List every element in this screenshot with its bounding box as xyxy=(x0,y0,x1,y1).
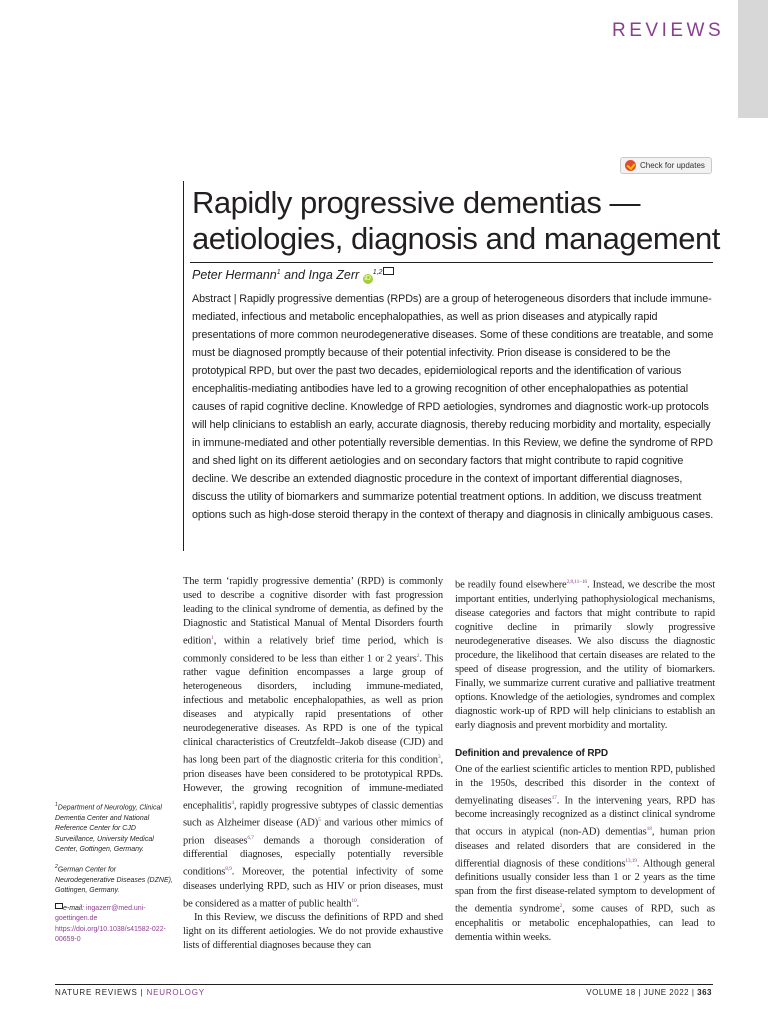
body-paragraph: One of the earliest scientific articles to mention RPD, published in the 1950s, described this disorder in the context of demyelinating diseases$^{17}$. In the intervening years, RPD has become increasingly recognized as a distinct clinical syndrome that occurs in atypical (non-AD) dementias$^{18}$, human prion diseases and related disorders that are considered in the differential diagnosis of these conditions$^{13,19}$. Although general definitions usually consider less than 1 or 2 years as the time span from the first disease-related symptom to development of the dementia syndrome$^2$, some causes of RPD, such as encephalitis or metabolic encephalopathies, can lead to dementia within weeks. xyxy=(455,763,715,943)
title-divider xyxy=(190,262,713,263)
citation-link[interactable]: 10 xyxy=(351,897,357,904)
section-heading: Definition and prevalence of RPD xyxy=(455,747,609,759)
citation-link[interactable]: 2 xyxy=(416,652,420,659)
author-name[interactable]: Inga Zerr xyxy=(308,268,360,282)
section-label: REVIEWS xyxy=(612,20,725,41)
abstract: Abstract | Rapidly progressive dementias (RPDs) are a group of heterogeneous disorders that include immune-mediated, infectious and metabolic encephalopathies, as well as prion diseases and atypically rapid presentations of more common neurodegenerative diseases. Some of these conditions are treatable, and some must be diagnosed promptly because of their potential infectivity. Prion disease is considered to be the prototypical RPD, but over the past two decades, epidemiological reports and the identification of various encephalitis-mediating antibodies have led to a growing recognition of other encephalopathies as potential causes of rapid cognitive decline. Knowledge of RPD aetiologies, syndromes and diagnostic work-up protocols will help clinicians to establish an early, accurate diagnosis, thereby reducing morbidity and mortality, especially in immune-mediated and other potentially reversible dementias. In this Review, we define the syndrome of RPD and shed light on its different aetiologies and on secondary factors that might contribute to rapid cognitive decline. We describe an extended diagnostic procedure in the context of important differential diagnoses, discuss the utility of biomarkers and summarize potential treatment options. In addition, we discuss treatment options such as high-dose steroid therapy in the context of therapy and diagnosis in clinically ambiguous cases. xyxy=(192,293,714,521)
body-paragraph: be readily found elsewhere$^{2,8,11-16}$. Instead, we describe the most important entities, underlying pathophysiological mechanisms, disease categories and factors that might contribute to rapid cognitive decline in primarily slowly progressive neurodegenerative diseases. We also discuss the diagnostic procedure, the likelihood that certain diseases are related to the speed of disease progression, and the utility of biomarkers. Finally, we summarize current curative and palliative treatment options. Knowledge of the aetiologies, syndromes and complex diagnostic work-up of RPD will help clinicians to establish an early diagnosis and prevent morbidity and mortality. xyxy=(455,579,715,731)
side-tab-marker xyxy=(738,0,768,118)
citation-link[interactable]: 2,8,11–16 xyxy=(566,579,588,585)
citation-link[interactable]: 5 xyxy=(318,817,321,823)
article-title: Rapidly progressive dementias — aetiologies, diagnosis and management xyxy=(192,185,720,256)
citation-link[interactable]: 13,19 xyxy=(625,857,637,864)
author-name[interactable]: Peter Hermann xyxy=(192,268,277,282)
citation-link[interactable]: 8,9 xyxy=(225,866,232,872)
affiliation-ref: 1 xyxy=(276,268,281,276)
doi-link[interactable]: https://doi.org/10.1038/s41582-022-00659-0 xyxy=(55,925,166,944)
body-paragraph: In this Review, we discuss the definitions of RPD and shed light on its different aetiologies. We do not provide exhaustive lists of differential diagnoses because they can xyxy=(183,912,443,951)
orcid-icon[interactable]: iD xyxy=(364,275,371,282)
email-line: e-mail: ingazerr@med.uni-goettingen.de https://doi.org/10.1038/s41582-022-00659-0 xyxy=(55,904,166,944)
affiliation-ref: 1,2 xyxy=(372,268,383,276)
author-line xyxy=(192,267,394,284)
citation-link[interactable]: 1 xyxy=(211,635,214,641)
body-column-left xyxy=(183,575,443,953)
citation-link[interactable]: 2 xyxy=(559,903,563,909)
check-for-updates-label: Check for updates xyxy=(640,161,705,170)
affiliations xyxy=(55,800,173,952)
citation-link[interactable]: 17 xyxy=(551,794,557,801)
citation-link[interactable]: 3 xyxy=(437,754,441,760)
author-conjunction: and xyxy=(280,268,309,282)
crossmark-icon xyxy=(625,160,636,171)
page-number: 363 xyxy=(697,988,712,997)
citation-link[interactable]: 18 xyxy=(646,826,652,832)
email-link[interactable]: ingazerr@med.uni-goettingen.de xyxy=(55,904,146,923)
affiliation-item: $^2$German Center for Neurodegenerative Diseases (DZNE), Gottingen, Germany. xyxy=(55,863,173,895)
affiliation-item: $^1$Department of Neurology, Clinical Dementia Center and National Reference Center for CJD Surveillance, University Medical Center, Gottingen, Germany. xyxy=(55,802,162,854)
email-icon xyxy=(55,903,63,909)
citation-link[interactable]: 4 xyxy=(231,799,234,806)
body-column-right xyxy=(455,575,715,945)
footer-rule xyxy=(55,984,713,985)
citation-link[interactable]: 6,7 xyxy=(247,834,254,841)
footer-journal: NATURE REVIEWS | NEUROLOGY xyxy=(55,988,205,997)
body-paragraph: The term ‘rapidly progressive dementia’ (RPD) is commonly used to describe a cognitive disorder with fast progression leading to the clinical syndrome of dementia, as defined by the Diagnostic and Statistical Manual of Mental Disorders fourth edition$^1$, within a relatively brief time period, which is commonly considered to be less than either 1 or 2 years$^2$. This rather vague definition encompasses a large group of heterogeneous disorders, including immune-mediated, infectious and metabolic encephalopathies, as well as prion diseases and atypically rapid presentations of other neurodegenerative diseases. As RPD is one of the typical clinical characteristics of Creutzfeldt–Jakob disease (CJD) and has long been part of the diagnostic criteria for this condition$^3$, prion diseases have been considered to be prototypical RPDs. However, the growing recognition of immune-mediated encephalitis$^4$, rapidly progressive subtypes of classic dementias such as Alzheimer disease (AD)$^5$ and various other mimics of prion diseases$^{6,7}$ demands a thorough consideration of differential diagnoses, especially potentially reversible conditions$^{8,9}$. Moreover, the potential infectivity of some diseases underlying RPD, such as HIV or prion diseases, must be considered as a matter of public health$^{10}$. xyxy=(183,576,444,909)
email-icon[interactable] xyxy=(383,267,394,275)
footer-issue: VOLUME 18 | JUNE 2022 | 363 xyxy=(586,988,712,997)
check-for-updates-button[interactable] xyxy=(620,157,712,174)
title-vertical-rule xyxy=(183,181,184,551)
